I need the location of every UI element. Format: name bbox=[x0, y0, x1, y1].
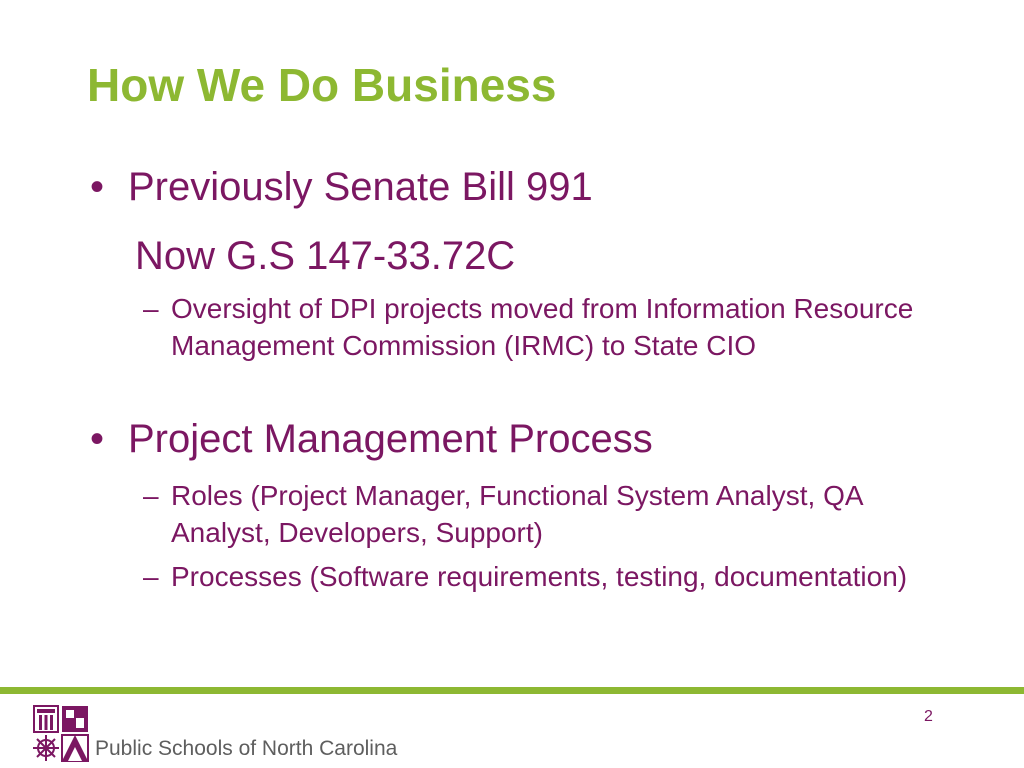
sub-bullet-item bbox=[143, 558, 933, 595]
sub-bullet-item bbox=[143, 477, 933, 551]
public-schools-nc-logo-icon bbox=[32, 704, 90, 762]
page-number: 2 bbox=[924, 708, 933, 725]
sub-bullet-marker: – bbox=[143, 480, 159, 511]
footer-divider bbox=[0, 687, 1024, 694]
sub-bullet-text: Processes (Software requirements, testing, documentation) bbox=[171, 561, 908, 592]
sub-bullet-item bbox=[143, 290, 933, 364]
bullet-marker: • bbox=[90, 417, 105, 461]
bullet-item bbox=[90, 167, 593, 207]
bullet-item bbox=[90, 419, 653, 459]
sub-bullet-text: Oversight of DPI projects moved from Information Resource Management Commission (IRMC) to State CIO bbox=[171, 293, 914, 361]
sub-bullet-marker: – bbox=[143, 293, 159, 324]
sub-bullet-text: Roles (Project Manager, Functional System Analyst, QA Analyst, Developers, Support) bbox=[171, 480, 862, 548]
bullet-text-continuation: Now G.S 147-33.72C bbox=[135, 234, 516, 278]
organization-name: Public Schools of North Carolina bbox=[95, 737, 398, 760]
slide-title: How We Do Business bbox=[87, 59, 557, 111]
bullet-text: Previously Senate Bill 991 bbox=[128, 165, 593, 209]
bullet-text: Project Management Process bbox=[128, 417, 653, 461]
bullet-marker: • bbox=[90, 165, 105, 209]
sub-bullet-marker: – bbox=[143, 561, 159, 592]
